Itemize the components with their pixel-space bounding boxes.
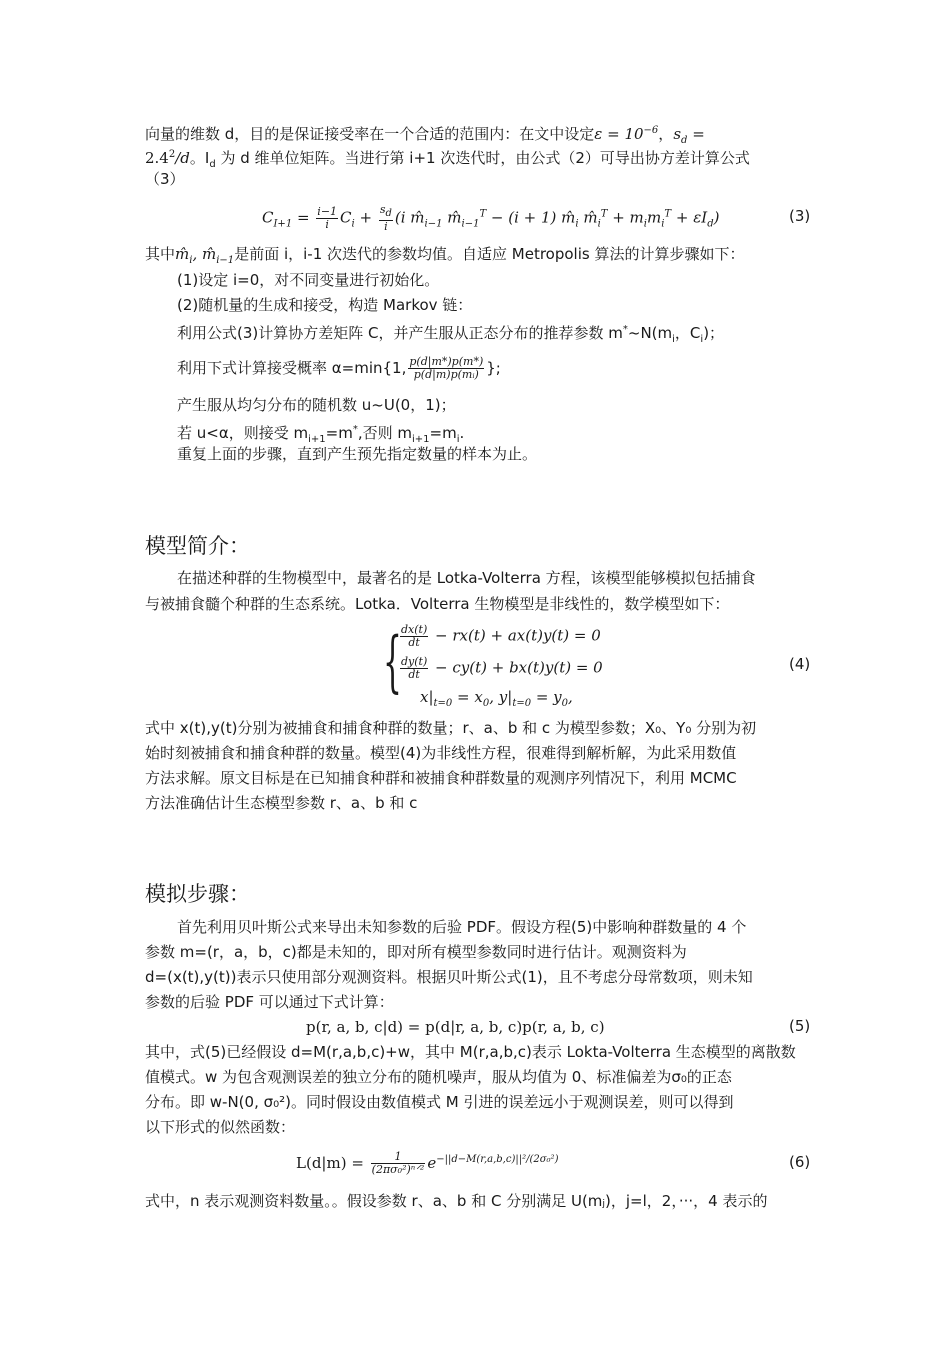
- equation-4-number: (4): [789, 655, 811, 673]
- equation-3-number: (3): [789, 207, 811, 225]
- sup: T: [479, 208, 487, 220]
- text: .: [459, 424, 465, 442]
- para1-line3: （3）: [145, 170, 185, 188]
- eq4-row2-rest: − cy(t) + bx(t)y(t) = 0: [430, 658, 603, 677]
- section-heading-model: 模型简介：: [145, 534, 250, 558]
- separator: ，: [658, 125, 674, 143]
- section-heading-simulation: 模拟步骤：: [145, 882, 250, 906]
- para3-line3: 方法求解。原文目标是在已知捕食种群和被捕食种群数量的观测序列情况下，利用 MCMC: [145, 769, 737, 787]
- step-5: 产生服从均匀分布的随机数 u~U(0，1)；: [177, 396, 456, 414]
- text: };: [486, 359, 501, 377]
- sub: i−1: [424, 218, 443, 230]
- equation-5: p(r, a, b, c|d) = p(d|r, a, b, c)p(r, a, b, c): [306, 1018, 605, 1036]
- sub: i: [575, 218, 579, 230]
- sup: T: [664, 208, 672, 220]
- step-4: [177, 356, 501, 381]
- equation-3: [262, 204, 719, 235]
- eq4-row2: [398, 656, 603, 681]
- numerator: [379, 204, 393, 221]
- t: x|: [420, 688, 434, 706]
- t: ,: [568, 688, 573, 706]
- text: 是前面 i，i-1 次迭代的参数均值。自适应 Metropolis 算法的计算步骤如下：: [234, 245, 745, 263]
- sub: i: [597, 218, 601, 230]
- eq6-exponent: −||d−M(r,a,b,c)||²/(2σ₀²): [436, 1154, 559, 1165]
- sub: 0: [482, 698, 490, 709]
- t: , y|: [489, 688, 513, 706]
- sd: s: [379, 203, 386, 216]
- text: ，C: [674, 324, 701, 342]
- text: 为 d 维单位矩阵。当进行第 i+1 次迭代时，由公式（2）可导出协方差计算公式: [215, 149, 750, 167]
- superscript: 2: [168, 149, 176, 160]
- eq3-term: m̂: [442, 208, 462, 227]
- step-1: (1)设定 i=0，对不同变量进行初始化。: [177, 271, 440, 289]
- sub: i: [643, 218, 647, 230]
- section1-line1: 在描述种群的生物模型中，最著名的是 Lotka-Volterra 方程，该模型能够模拟包括捕食: [177, 569, 756, 587]
- eq4-row1-rest: − rx(t) + ax(t)y(t) = 0: [430, 626, 601, 645]
- eq3-term: m: [646, 208, 662, 227]
- mhat: m̂: [175, 245, 190, 263]
- sup: *: [352, 424, 358, 435]
- section2-line3: d=(x(t),y(t))表示只使用部分观测资料。根据贝叶斯公式(1)，且不考虑分母常数项，则未知: [145, 968, 753, 986]
- text: ,否则 m: [357, 424, 412, 442]
- denominator: p(d|m)p(mᵢ): [413, 368, 479, 381]
- sub: d: [707, 218, 714, 230]
- numerator: dx(t): [401, 623, 428, 636]
- sub: t=0: [433, 698, 453, 709]
- eq3-term: + εI: [671, 208, 708, 227]
- text: =m: [325, 424, 353, 442]
- sup: *: [622, 324, 628, 335]
- denominator: (2πσ₀²)ⁿᐟ²: [371, 1163, 425, 1176]
- text: =m: [429, 424, 457, 442]
- system-brace: {: [383, 623, 402, 700]
- eq3-ci-sub: i: [351, 218, 355, 230]
- section1-line2: 与被捕食髓个种群的生态系统。Lotka．Volterra 生物模型是非线性的，数学模型如下：: [145, 595, 730, 613]
- div-d: /d: [175, 149, 190, 167]
- para4-line4: 以下形式的似然函数：: [145, 1118, 296, 1136]
- eq3-term: − (i + 1) m̂: [486, 208, 576, 227]
- sd-subscript: d: [681, 135, 688, 146]
- comma: ,: [192, 245, 202, 263]
- sub: i: [456, 434, 460, 445]
- step-3: [177, 320, 724, 350]
- equation-5-number: (5): [789, 1017, 811, 1035]
- numerator: i−1: [317, 205, 338, 219]
- sub: i−1: [216, 255, 235, 266]
- eq3-plus: +: [354, 208, 377, 227]
- sub: i: [661, 218, 665, 230]
- text: 向量的维数 d，目的是保证接受率在一个合适的范围内：在文中设定: [145, 125, 595, 143]
- para3-line2: 始时刻被捕食和捕食种群的数量。模型(4)为非线性方程，很难得到解析解，为此采用数值: [145, 744, 737, 762]
- sub: i: [189, 255, 193, 266]
- text: 若 u<α，则接受 m: [177, 424, 309, 442]
- eq4-row3: [420, 688, 573, 709]
- section2-line2: 参数 m=(r，a，b，c)都是未知的，即对所有模型参数同时进行估计。观测资料为: [145, 943, 687, 961]
- sub: t=0: [512, 698, 532, 709]
- equals: =: [687, 125, 705, 143]
- t: = x: [452, 688, 483, 706]
- eq3-ci: C: [340, 208, 352, 227]
- sub: 0: [561, 698, 569, 709]
- mhat: m̂: [202, 245, 217, 263]
- text: 利用下式计算接受概率 α=min{1,: [177, 359, 407, 377]
- para5-line1: 式中，n 表示观测资料数量。。假设参数 r、a、b 和 C 分别满足 U(mⱼ)，j=l，2，···，4 表示的: [145, 1192, 768, 1210]
- equation-6-number: (6): [789, 1153, 811, 1171]
- para3-line1: 式中 x(t),y(t)分别为被捕食和捕食种群的数量；r、a、b 和 c 为模型参数；X₀、Y₀ 分别为初: [145, 719, 757, 737]
- text: 。I: [189, 149, 210, 167]
- eq3-lhs: C: [262, 208, 274, 227]
- sup: T: [600, 208, 608, 220]
- subscript: d: [209, 159, 216, 170]
- denominator: i: [384, 220, 388, 234]
- equation-6: [296, 1150, 558, 1176]
- eq6-fraction: [371, 1151, 426, 1176]
- acceptance-fraction: [408, 356, 484, 381]
- eq3-fraction-1: [316, 206, 338, 231]
- sub: i−1: [461, 218, 480, 230]
- eq3-term: m̂: [578, 208, 598, 227]
- eq3-lhs-sub: I+1: [273, 218, 293, 230]
- text: 利用公式(3)计算协方差矩阵 C，并产生服从正态分布的推荐参数 m: [177, 324, 623, 342]
- sub: i+1: [412, 434, 430, 445]
- para2-line: [145, 244, 744, 271]
- section2-line4: 参数的后验 PDF 可以通过下式计算：: [145, 993, 394, 1011]
- epsilon: ε = 10: [594, 125, 644, 143]
- step-2: (2)随机量的生成和接受，构造 Markov 链：: [177, 296, 473, 314]
- sub: i: [700, 334, 704, 345]
- denominator: i: [325, 218, 329, 232]
- step-7: 重复上面的步骤，直到产生预先指定数量的样本为止。: [177, 445, 538, 463]
- numerator: 1: [371, 1151, 426, 1164]
- para3-line4: 方法准确估计生态模型参数 r、a、b 和 c: [145, 794, 418, 812]
- section2-line1: 首先利用贝叶斯公式来导出未知参数的后验 PDF。假设方程(5)中影响种群数量的 4 个: [177, 918, 747, 936]
- numerator: dy(t): [401, 655, 428, 668]
- exponent: −6: [643, 125, 659, 136]
- para4-line3: 分布。即 w-N(0, σ₀²)。同时假设由数值模式 M 引进的误差远小于观测误差，则可以得到: [145, 1093, 734, 1111]
- eq3-term: (i m̂: [394, 208, 425, 227]
- eq4-row1: [398, 624, 601, 649]
- eq3-term: ): [713, 208, 720, 227]
- eq4-dxdt: [400, 624, 428, 649]
- value: 2.4: [145, 149, 169, 167]
- eq3-fraction-2: [379, 204, 393, 233]
- eq3-term: + m: [607, 208, 644, 227]
- sub: i: [672, 334, 675, 345]
- text: ~N(m: [627, 324, 673, 342]
- para4-line1: 其中，式(5)已经假设 d=M(r,a,b,c)+w，其中 M(r,a,b,c)表示 Lokta-Volterra 生态模型的离散数: [145, 1043, 796, 1061]
- eq6-e: e: [427, 1154, 437, 1172]
- text: 其中: [145, 245, 176, 263]
- eq4-dydt: [400, 656, 428, 681]
- sd-symbol: s: [673, 125, 682, 143]
- para1-line2: [145, 145, 750, 175]
- eq3-equals: =: [292, 208, 315, 227]
- denominator: dt: [408, 668, 420, 681]
- text: )；: [703, 324, 725, 342]
- eq6-lhs: L(d|m) =: [296, 1154, 369, 1172]
- denominator: dt: [408, 636, 420, 649]
- sd-sub: d: [385, 208, 392, 220]
- t: = y: [531, 688, 562, 706]
- sub: i+1: [308, 434, 326, 445]
- numerator: p(d|m*)p(m*): [409, 355, 484, 368]
- para4-line2: 值模式。w 为包含观测误差的独立分布的随机噪声，服从均值为 0、标准偏差为σ₀的正态: [145, 1068, 732, 1086]
